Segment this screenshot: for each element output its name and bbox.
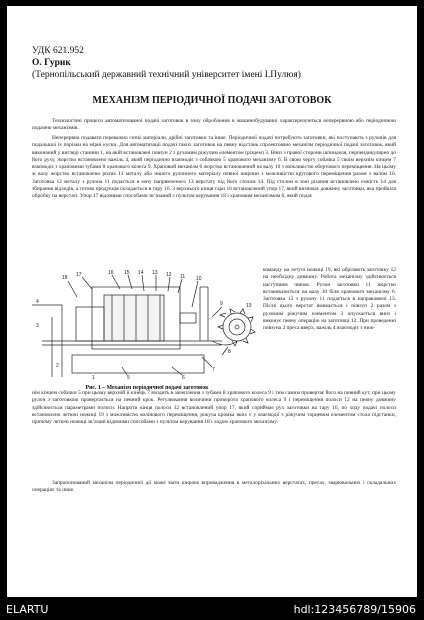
figure-label: 11 [180, 274, 186, 280]
figure-label: 5 [127, 375, 130, 381]
figure-label: 2 [56, 363, 59, 369]
author-affiliation: (Тернопільський державний технічний університет імені І.Пулюя) [32, 70, 301, 80]
handle-id: hdl:123456789/15906 [293, 603, 416, 616]
paragraph-conclusion: Запропонований механізм періодичної дії може мати широке впровадження в металорізальних верстатах, пресах, зварювальних і складальних операціях та інше. [32, 480, 396, 494]
figure-caption: Рис. 1 – Механізм періодичної подачі заготовок [85, 385, 209, 391]
paragraph-intro: Технологічні процеси автоматизованої подачі заготовок в зону оброблення в машинобудуванні характеризуються неперервною або періодичною подачею механізмів. [32, 118, 396, 132]
udc-code: УДК 621.952 [32, 46, 84, 56]
paragraph-operation: команду на летучі ножиці 19, які обрізають заготовку 12 на необхідну довжину. Робота механізму здійснюється наступним чином. Рулон заготовки 11 жорстко встановлюється на валу 10 біля храпового механізму 6. Заготовка 12 з рулону 11 подається в направляючі 13. Після цього верстат вмикається і повзун 2 разом з рухомим ріжучим елементом 3 опускається вниз і виконує певну операцію на заготовці 12. При проведенні повзуна 2 преса вверх, важіль 4 взаємодіє з ниж- [263, 267, 396, 332]
paper-title: МЕХАНІЗМ ПЕРІОДИЧНОЇ ПОДАЧІ ЗАГОТОВОК [92, 95, 332, 106]
figure-label: 8 [228, 349, 231, 355]
paragraph-regulation: нім кінцем собачки 5 при цьому верхній її кінець 7 входить в зачеплення з зубами 8 храпового колеса 9 і тим самим провертає його на певний кут, при цьому рулон з заготовкою провертається на певний крок. Регулювання величини проворота храпового колеса 9 і переміщення полоси 12 на певну довжину здійснюється параметрами полоси. Напроти кінця полоси 12 встановлений упор 17, який сприймає рух заготовки на тару 16, по ходу подачі полоси встановлено летючі ножиці 19 з можливістю колінового переміщення, ріжуча кромка яких є у взаємодії з ріжучим торцевим елементом стола підстанки, причому летючі ножиці зв’язані відомими способами з пультом керування 18 і ходом храпового механізму. [32, 390, 396, 426]
figure-label: 1 [92, 375, 95, 381]
figure-label: 7 [212, 367, 215, 373]
mechanism-figure [32, 267, 257, 381]
figure-label: 15 [124, 270, 130, 276]
figure-label: 14 [138, 270, 144, 276]
figure-label: 16 [108, 270, 114, 276]
figure-label: 9 [220, 301, 223, 307]
repository-footer [0, 600, 424, 620]
figure-label: 17 [76, 272, 82, 278]
figure-label: 3 [36, 323, 39, 329]
figure-label: 6 [182, 375, 185, 381]
figure-label: 10 [196, 276, 202, 282]
author-name: О. Гурик [32, 58, 71, 68]
paragraph-description: Неперервно подавати переважно сипкі матеріали, дрібні заготовки та інше. Періодичної подачі потребують заготовки, які поступають з рулонів для подальшої їх порізки на мірні куски. Для автоматизації подачі таких заготовок на певну відстань спроектовано механізм періодичної подачі заготовок, який виконаний у вигляді станини 1, на якій встановлені повзун 2 з рухомим ріжучим елементом (різцем) 3. Вниз з правої сторони шпинделя, перпендикулярно до його руху, жорстко встановлено важіль 4, який періодично взаємодіє з собачкою 5 храпового механізму 6. В свою чергу собачка 5 своїм верхнім кінцем 7 взаємодіє з храповими зубами 8 храпового колеса 9. Храповий механізм 6 жорстко встановлений на валу 10 з можливістю обертового переміщення. На цьому ж валу жорстко встановлено ролик 11 металу або іншого рулонного матеріалу певної ширини з можливістю кругового переміщення разом з валом 10. Заготовка 12 металу з рулона 11 подається в зону напрямленого 13 верстату під його столом 14. Під столом в зоні різання встановлено ємність 14 для збирання відходів, а готова продукція складається в тару 16. З верхнього кінця тари 16 встановлений упор 17, який визначає довжину заготовки, яка пройшла обробку на верстаті. Упор 17 відомими способами зв’язаний з пультом керування 18 і храповим механізмом 6, який подає [32, 135, 396, 200]
figure-label: 12 [166, 272, 172, 278]
figure-label: 13 [152, 270, 158, 276]
paper-page [7, 6, 417, 597]
figure-label: 19 [246, 303, 252, 309]
figure-label: 18 [62, 275, 68, 281]
figure-label: 4 [36, 299, 39, 305]
repository-name: ELARTU [6, 603, 49, 616]
